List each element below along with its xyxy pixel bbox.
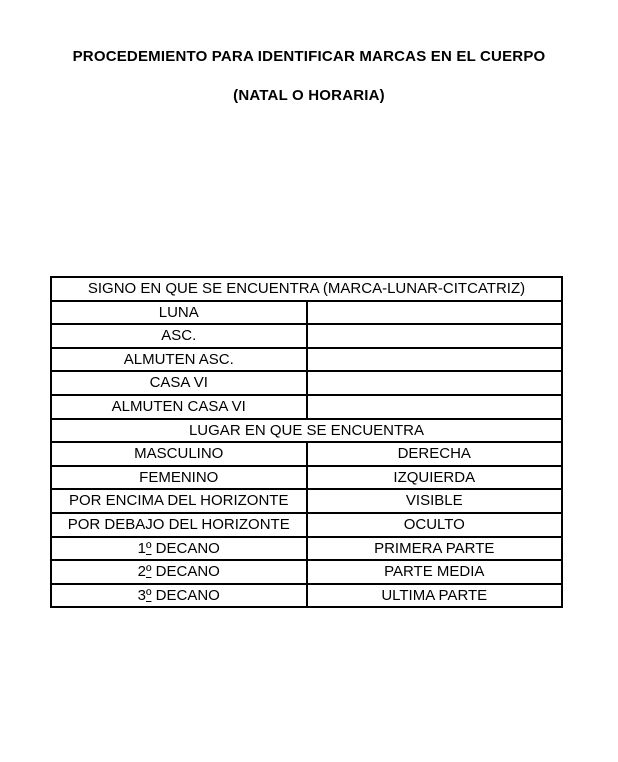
value-cell: [307, 395, 563, 419]
table-row: [51, 395, 562, 419]
label-cell: FEMENINO: [51, 466, 307, 490]
value-cell: IZQUIERDA: [307, 466, 563, 490]
section2-header-row: [51, 419, 562, 443]
value-cell: [307, 301, 563, 325]
section1-header-cell: SIGNO EN QUE SE ENCUENTRA (MARCA-LUNAR-CITCATRIZ): [51, 277, 562, 301]
value-cell: [307, 371, 563, 395]
table-row: [51, 537, 562, 561]
label-cell: LUNA: [51, 301, 307, 325]
value-cell: PRIMERA PARTE: [307, 537, 563, 561]
value-cell: [307, 348, 563, 372]
label-cell: 3º DECANO: [51, 584, 307, 608]
label-cell: MASCULINO: [51, 442, 307, 466]
label-cell: CASA VI: [51, 371, 307, 395]
section1-header-row: [51, 277, 562, 301]
table-row: [51, 301, 562, 325]
marks-identification-table: [50, 276, 563, 608]
label-cell: POR DEBAJO DEL HORIZONTE: [51, 513, 307, 537]
label-cell: ALMUTEN ASC.: [51, 348, 307, 372]
label-cell: POR ENCIMA DEL HORIZONTE: [51, 489, 307, 513]
label-cell: ASC.: [51, 324, 307, 348]
value-cell: VISIBLE: [307, 489, 563, 513]
table-row: [51, 324, 562, 348]
section2-header-cell: LUGAR EN QUE SE ENCUENTRA: [51, 419, 562, 443]
value-cell: [307, 324, 563, 348]
table-row: [51, 348, 562, 372]
table-row: [51, 513, 562, 537]
label-cell: ALMUTEN CASA VI: [51, 395, 307, 419]
document-subtitle: (NATAL O HORARIA): [233, 87, 385, 104]
label-cell: 2º DECANO: [51, 560, 307, 584]
table-row: [51, 442, 562, 466]
table-row: [51, 584, 562, 608]
table-row: [51, 489, 562, 513]
label-cell: 1º DECANO: [51, 537, 307, 561]
value-cell: OCULTO: [307, 513, 563, 537]
table-row: [51, 371, 562, 395]
value-cell: PARTE MEDIA: [307, 560, 563, 584]
document-title: PROCEDEMIENTO PARA IDENTIFICAR MARCAS EN EL CUERPO: [72, 48, 546, 65]
value-cell: DERECHA: [307, 442, 563, 466]
table-row: [51, 466, 562, 490]
value-cell: ULTIMA PARTE: [307, 584, 563, 608]
table-row: [51, 560, 562, 584]
